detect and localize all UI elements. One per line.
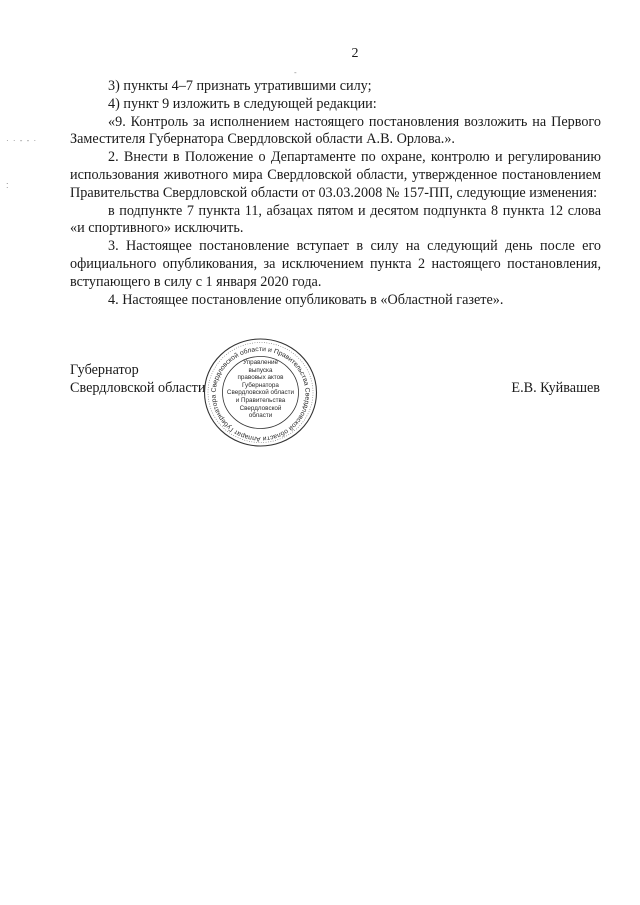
- scan-artifact: · · - - ·: [6, 136, 38, 145]
- paragraph: 3. Настоящее постановление вступает в силу на следующий день после его официального опубликования, за исключением пункта 2 настоящего постановления, вступающего в силу с 1 января 2020 года.: [70, 238, 601, 290]
- signature-title-line: Свердловской области: [70, 380, 206, 396]
- paragraph: 2. Внести в Положение о Департаменте по охране, контролю и регулированию использования животного мира Свердловской области, утвержденное постановлением Правительства Свердловской области от 03.03.2008 № 157-ПП, следующие изменения:: [70, 149, 601, 201]
- paragraph: 3) пункты 4–7 признать утратившими силу;: [108, 78, 372, 94]
- scan-artifact: :: [6, 180, 9, 190]
- scan-artifact: -: [294, 68, 297, 77]
- paragraph: в подпункте 7 пункта 11, абзацах пятом и десятом подпункта 8 пункта 12 слова «и спортивного» исключить.: [70, 202, 601, 237]
- page-number: 2: [351, 46, 359, 61]
- paragraph: 4) пункт 9 изложить в следующей редакции:: [108, 95, 377, 112]
- seal-center-text: Управление выпуска правовых актов Губернатора Свердловской области и Правительства Свердловской области: [226, 359, 295, 420]
- paragraph: «9. Контроль за исполнением настоящего постановления возложить на Первого Заместителя Губернатора Свердловской области А.В. Орлова.».: [70, 113, 601, 148]
- document-body: [70, 78, 601, 309]
- paragraph: 4. Настоящее постановление опубликовать в «Областной газете».: [108, 291, 504, 308]
- signatory-name: Е.В. Куйвашев: [511, 380, 600, 396]
- signature-title-line: Губернатор: [70, 362, 139, 378]
- signature-title: [70, 361, 205, 397]
- seal-ring-text: Аппарат Губернатора Свердловской области и Правительства Свердловской области: [210, 345, 311, 443]
- official-seal: [202, 337, 319, 448]
